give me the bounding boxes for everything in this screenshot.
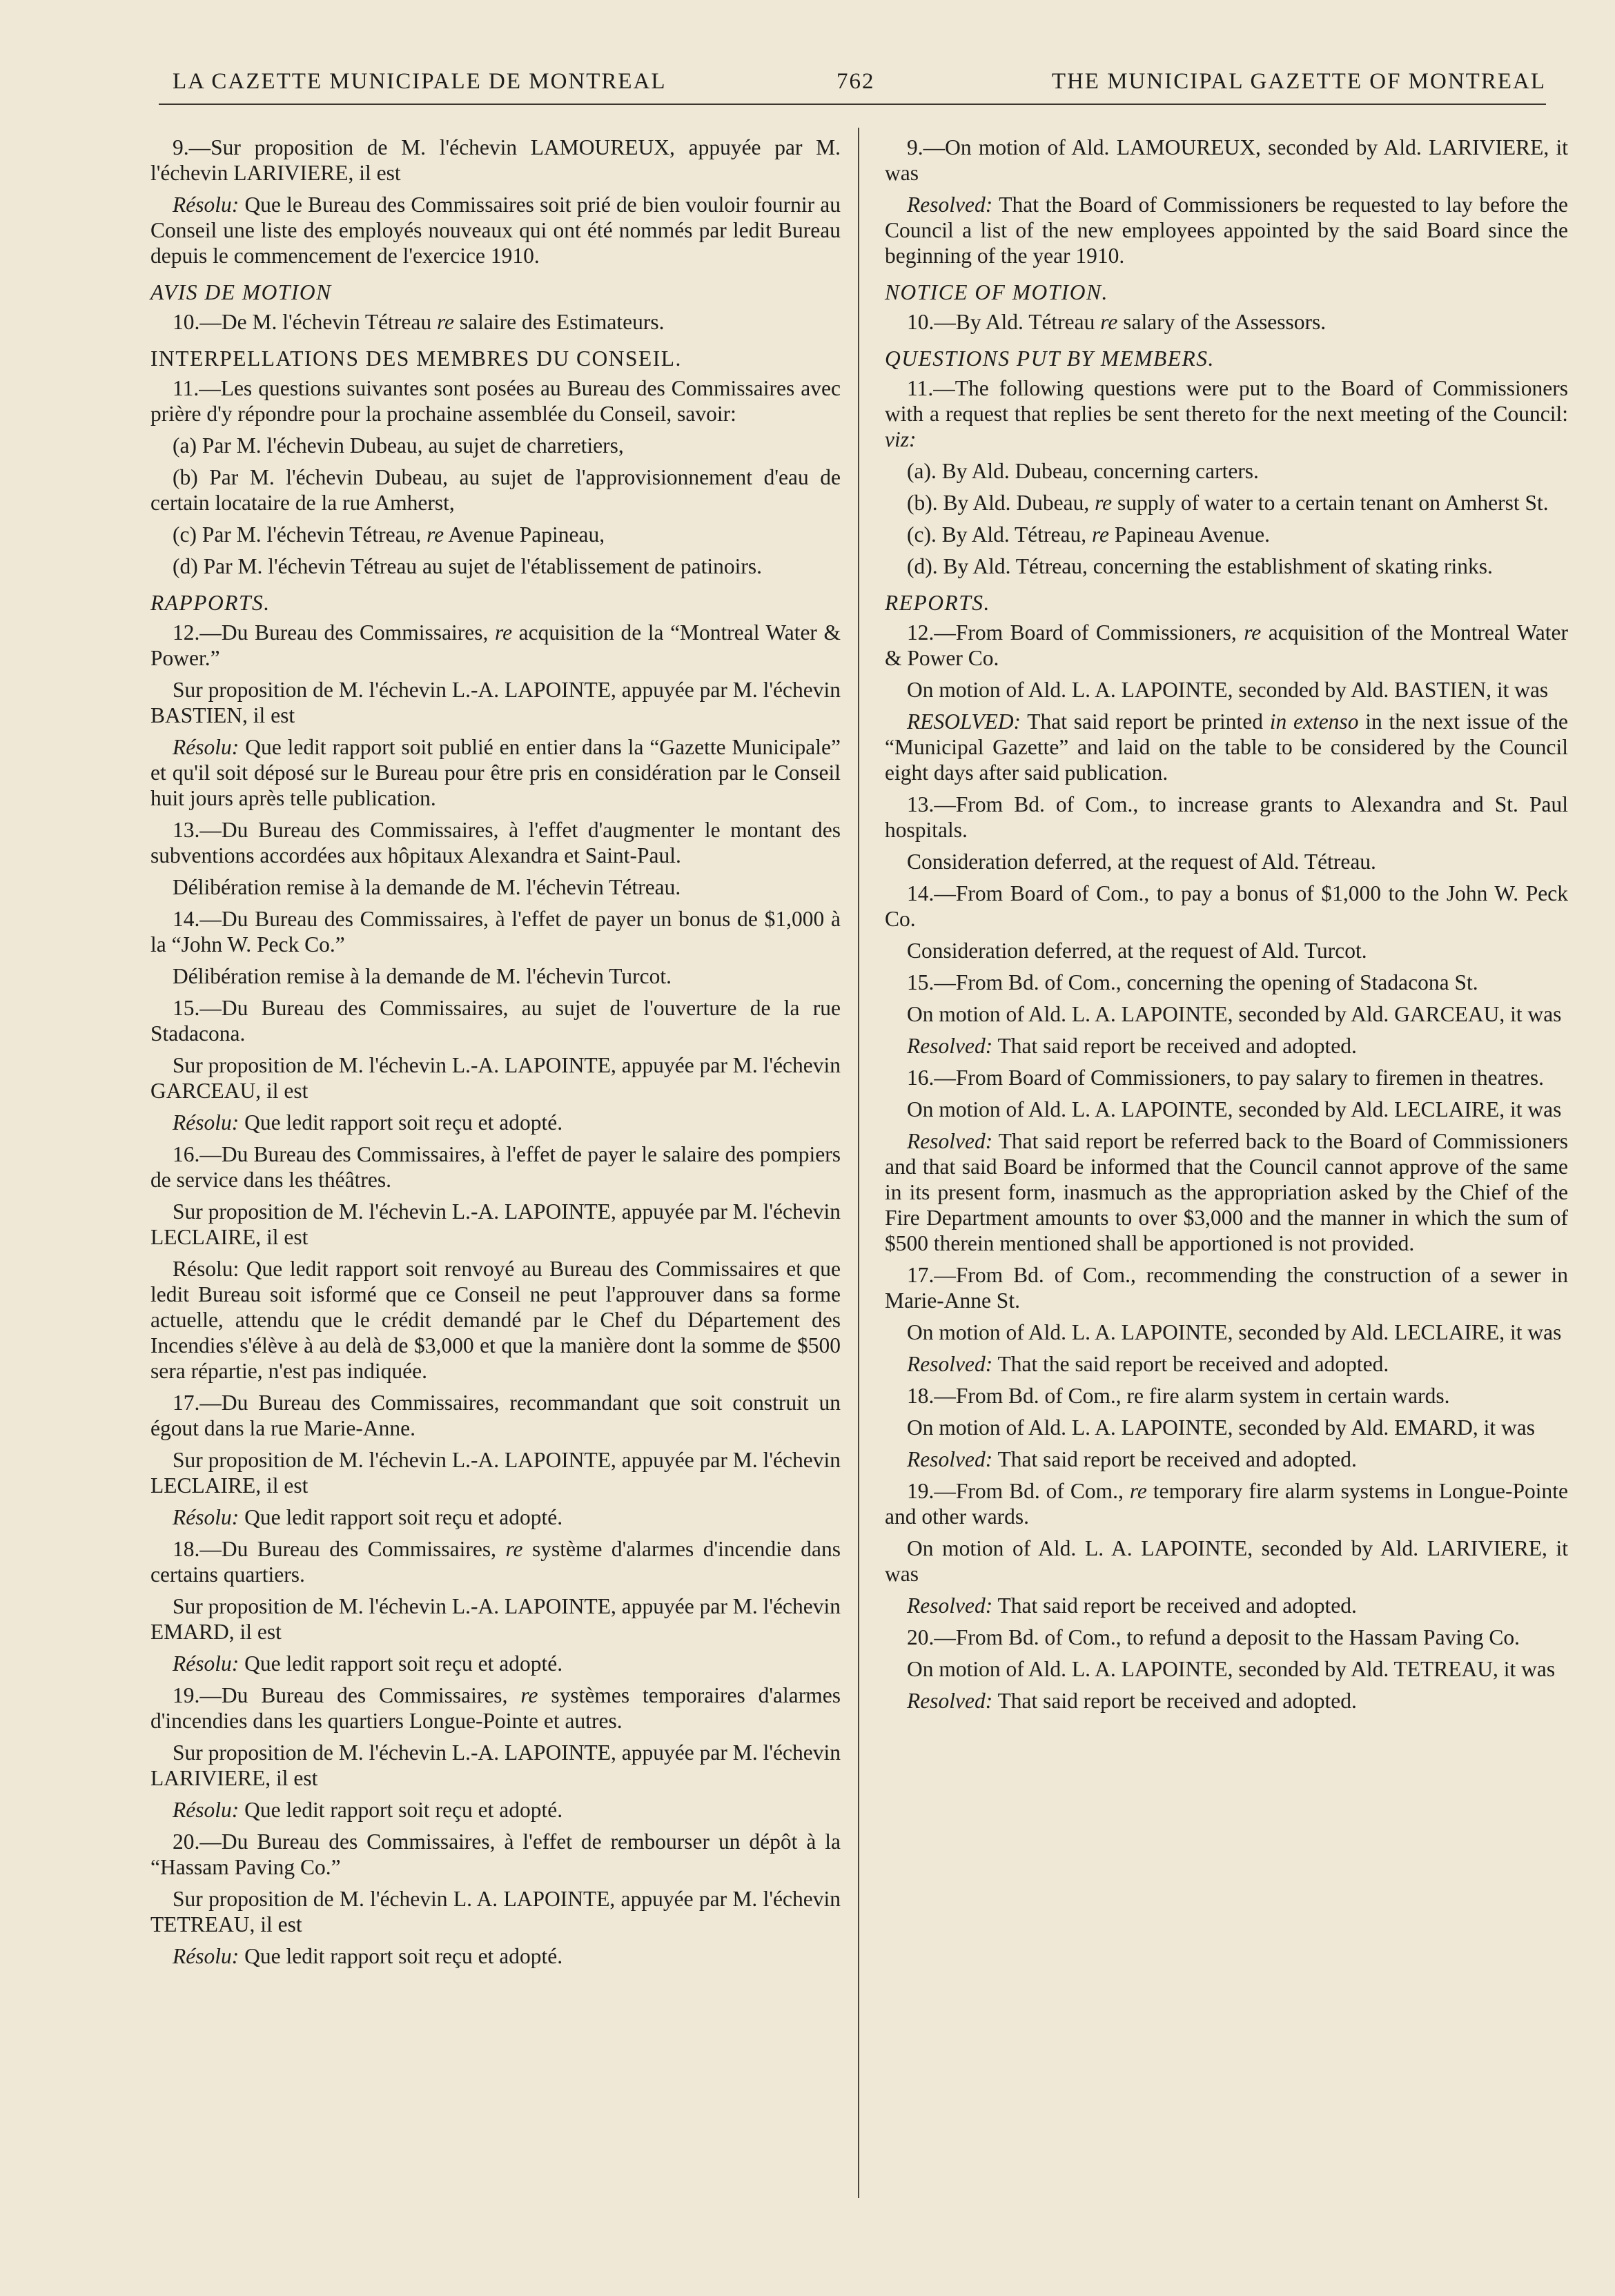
en-item-16: 16.—From Board of Commissioners, to pay salary to firemen in theatres.	[907, 1066, 1544, 1090]
en-item-19-motion: On motion of Ald. L. A. LAPOINTE, seconded by Ald. LARIVIERE, it was	[885, 1536, 1568, 1586]
en-item-13-deferred: Consideration deferred, at the request of Ald. Tétreau.	[907, 850, 1376, 874]
en-item-18: 18.—From Bd. of Com., re fire alarm system in certain wards.	[907, 1384, 1450, 1408]
fr-item-19-motion: Sur proposition de M. l'échevin L.-A. LAPOINTE, appuyée par M. l'échevin LARIVIERE, il est	[150, 1740, 841, 1790]
english-column	[885, 135, 1568, 1720]
en-item-10: 10.—By Ald. Tétreau re salary of the Assessors.	[907, 310, 1327, 334]
en-item-9: 9.—On motion of Ald. LAMOUREUX, seconded by Ald. LARIVIERE, it was	[885, 135, 1568, 185]
en-heading-reports: REPORTS.	[885, 591, 990, 615]
header-french-title: LA CAZETTE MUNICIPALE DE MONTREAL	[173, 69, 667, 94]
en-item-9-resolution: Resolved: That the Board of Commissioners be requested to lay before the Council a list of the new employees appointed by the said Board since the beginning of the year 1910.	[885, 193, 1568, 268]
fr-item-17: 17.—Du Bureau des Commissaires, recommandant que soit construit un égout dans la rue Marie-Anne.	[150, 1391, 841, 1440]
fr-item-16: 16.—Du Bureau des Commissaires, à l'effet de payer le salaire des pompiers de service dans les théâtres.	[150, 1142, 841, 1192]
en-item-14-deferred: Consideration deferred, at the request of Ald. Turcot.	[907, 939, 1367, 963]
page-number: 762	[836, 69, 875, 94]
en-item-15: 15.—From Bd. of Com., concerning the opening of Stadacona St.	[907, 970, 1478, 994]
fr-item-19: 19.—Du Bureau des Commissaires, re systèmes temporaires d'alarmes d'incendies dans les quartiers Longue-Pointe et autres.	[150, 1683, 841, 1733]
french-column	[150, 135, 841, 1975]
en-item-11d: (d). By Ald. Tétreau, concerning the establishment of skating rinks.	[907, 554, 1493, 578]
en-item-18-resolution: Resolved: That said report be received and adopted.	[907, 1447, 1357, 1471]
fr-item-11: 11.—Les questions suivantes sont posées au Bureau des Commissaires avec prière d'y répondre pour la prochaine assemblée du Conseil, savoir:	[150, 376, 841, 426]
en-item-14: 14.—From Board of Com., to pay a bonus of $1,000 to the John W. Peck Co.	[885, 881, 1568, 931]
fr-heading-avis: AVIS DE MOTION	[150, 280, 332, 304]
fr-item-15: 15.—Du Bureau des Commissaires, au sujet de l'ouverture de la rue Stadacona.	[150, 996, 841, 1046]
fr-item-11c: (c) Par M. l'échevin Tétreau, re Avenue Papineau,	[173, 522, 605, 547]
en-item-16-motion: On motion of Ald. L. A. LAPOINTE, seconded by Ald. LECLAIRE, it was	[907, 1097, 1562, 1121]
en-item-20-motion: On motion of Ald. L. A. LAPOINTE, seconded by Ald. TETREAU, it was	[907, 1657, 1556, 1681]
fr-item-20-motion: Sur proposition de M. l'échevin L. A. LAPOINTE, appuyée par M. l'échevin TETREAU, il est	[150, 1887, 841, 1936]
fr-item-18-resolution: Résolu: Que ledit rapport soit reçu et adopté.	[173, 1651, 563, 1676]
en-heading-questions: QUESTIONS PUT BY MEMBERS.	[885, 346, 1215, 371]
en-item-20: 20.—From Bd. of Com., to refund a deposit to the Hassam Paving Co.	[907, 1625, 1520, 1649]
en-item-20-resolution: Resolved: That said report be received and adopted.	[907, 1689, 1357, 1713]
en-item-11c: (c). By Ald. Tétreau, re Papineau Avenue.	[907, 522, 1271, 547]
fr-item-12-resolution: Résolu: Que ledit rapport soit publié en entier dans la “Gazette Municipale” et qu'il soit déposé sur le Bureau pour être pris en considération par le Conseil huit jours après telle publication.	[150, 735, 841, 810]
fr-item-12: 12.—Du Bureau des Commissaires, re acquisition de la “Montreal Water & Power.”	[150, 620, 841, 670]
fr-item-11d: (d) Par M. l'échevin Tétreau au sujet de l'établissement de patinoirs.	[173, 554, 763, 578]
running-header	[173, 69, 1546, 104]
en-item-15-resolution: Resolved: That said report be received and adopted.	[907, 1034, 1357, 1058]
fr-item-9-resolution: Résolu: Que le Bureau des Commissaires soit prié de bien vouloir fournir au Conseil une liste des employés nouveaux qui ont été nommés par ledit Bureau depuis le commencement de l'exercice 1910.	[150, 193, 841, 268]
en-item-17: 17.—From Bd. of Com., recommending the construction of a sewer in Marie-Anne St.	[885, 1263, 1568, 1313]
header-rule	[159, 104, 1546, 105]
en-item-19: 19.—From Bd. of Com., re temporary fire alarm systems in Longue-Pointe and other wards.	[885, 1479, 1568, 1529]
en-item-11a: (a). By Ald. Dubeau, concerning carters.	[907, 459, 1259, 483]
fr-item-9: 9.—Sur proposition de M. l'échevin LAMOUREUX, appuyée par M. l'échevin LARIVIERE, il est	[150, 135, 841, 185]
fr-item-13: 13.—Du Bureau des Commissaires, à l'effet d'augmenter le montant des subventions accordées aux hôpitaux Alexandra et Saint-Paul.	[150, 818, 841, 867]
en-item-12: 12.—From Board of Commissioners, re acquisition of the Montreal Water & Power Co.	[885, 620, 1569, 670]
fr-item-17-resolution: Résolu: Que ledit rapport soit reçu et adopté.	[173, 1505, 563, 1529]
fr-item-15-motion: Sur proposition de M. l'échevin L.-A. LAPOINTE, appuyée par M. l'échevin GARCEAU, il est	[150, 1053, 841, 1103]
fr-item-16-resolution: Résolu: Que ledit rapport soit renvoyé au Bureau des Commissaires et que ledit Bureau soit isformé que ce Conseil ne peut l'approuver dans sa forme actuelle, attendu que le crédit demandé par le Chef du Département des Incendies s'élève à au delà de $3,000 et que la manière dont la somme de $500 sera répartie, n'est pas indiquée.	[150, 1257, 841, 1383]
fr-item-14-deliberation: Délibération remise à la demande de M. l'échevin Turcot.	[173, 964, 672, 988]
fr-item-13-deliberation: Délibération remise à la demande de M. l'échevin Tétreau.	[173, 875, 681, 899]
fr-item-20: 20.—Du Bureau des Commissaires, à l'effet de rembourser un dépôt à la “Hassam Paving Co.”	[150, 1829, 841, 1879]
fr-item-14: 14.—Du Bureau des Commissaires, à l'effet de payer un bonus de $1,000 à la “John W. Peck Co.”	[150, 907, 841, 956]
fr-item-11a: (a) Par M. l'échevin Dubeau, au sujet de charretiers,	[173, 433, 624, 458]
en-item-12-motion: On motion of Ald. L. A. LAPOINTE, seconded by Ald. BASTIEN, it was	[907, 678, 1549, 702]
en-item-13: 13.—From Bd. of Com., to increase grants to Alexandra and St. Paul hospitals.	[885, 792, 1568, 842]
fr-item-12-motion: Sur proposition de M. l'échevin L.-A. LAPOINTE, appuyée par M. l'échevin BASTIEN, il est	[150, 678, 841, 727]
en-item-11b: (b). By Ald. Dubeau, re supply of water to a certain tenant on Amherst St.	[907, 491, 1549, 515]
fr-item-17-motion: Sur proposition de M. l'échevin L.-A. LAPOINTE, appuyée par M. l'échevin LECLAIRE, il est	[150, 1448, 841, 1498]
fr-heading-interpellations: INTERPELLATIONS DES MEMBRES DU CONSEIL.	[150, 346, 682, 371]
fr-item-18-motion: Sur proposition de M. l'échevin L.-A. LAPOINTE, appuyée par M. l'échevin EMARD, il est	[150, 1594, 841, 1644]
fr-item-18: 18.—Du Bureau des Commissaires, re système d'alarmes d'incendie dans certains quartiers.	[150, 1537, 841, 1587]
fr-item-16-motion: Sur proposition de M. l'échevin L.-A. LAPOINTE, appuyée par M. l'échevin LECLAIRE, il est	[150, 1199, 841, 1249]
fr-item-19-resolution: Résolu: Que ledit rapport soit reçu et adopté.	[173, 1798, 563, 1822]
fr-heading-rapports: RAPPORTS.	[150, 591, 271, 615]
en-item-17-resolution: Resolved: That the said report be received and adopted.	[907, 1352, 1389, 1376]
fr-item-20-resolution: Résolu: Que ledit rapport soit reçu et adopté.	[173, 1944, 563, 1968]
en-item-12-resolution: RESOLVED: That said report be printed in extenso in the next issue of the “Municipal Gazette” and laid on the table to be considered by the Council eight days after said publication.	[885, 709, 1568, 785]
en-item-17-motion: On motion of Ald. L. A. LAPOINTE, seconded by Ald. LECLAIRE, it was	[907, 1320, 1562, 1344]
fr-item-10: 10.—De M. l'échevin Tétreau re salaire des Estimateurs.	[173, 310, 665, 334]
en-item-16-resolution: Resolved: That said report be referred back to the Board of Commissioners and that said Board be informed that the Council cannot approve of the same in its present form, inasmuch as the appropriation asked by the Chief of the Fire Department amounts to over $3,000 and the manner in which the sum of $500 therein mentioned shall be apportioned is not provided.	[885, 1129, 1568, 1255]
header-english-title: THE MUNICIPAL GAZETTE OF MONTREAL	[1051, 69, 1546, 94]
en-item-15-motion: On motion of Ald. L. A. LAPOINTE, seconded by Ald. GARCEAU, it was	[907, 1002, 1562, 1026]
en-heading-notice: NOTICE OF MOTION.	[885, 280, 1108, 304]
en-item-19-resolution: Resolved: That said report be received and adopted.	[907, 1593, 1357, 1618]
en-item-11: 11.—The following questions were put to the Board of Commissioners with a request that replies be sent thereto for the next meeting of the Council: viz:	[885, 376, 1568, 451]
en-item-18-motion: On motion of Ald. L. A. LAPOINTE, seconded by Ald. EMARD, it was	[907, 1415, 1535, 1440]
fr-item-15-resolution: Résolu: Que ledit rapport soit reçu et adopté.	[173, 1110, 563, 1135]
fr-item-11b: (b) Par M. l'échevin Dubeau, au sujet de l'approvisionnement d'eau de certain locataire de la rue Amherst,	[150, 465, 841, 515]
column-divider	[858, 128, 859, 2198]
